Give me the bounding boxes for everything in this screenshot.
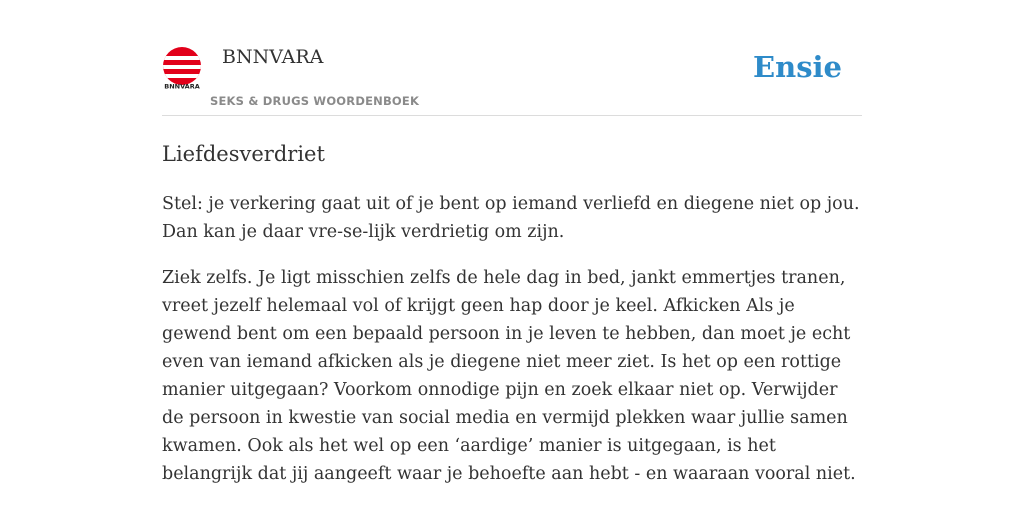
page-header: [162, 40, 862, 116]
org-name[interactable]: BNNVARA: [222, 46, 324, 68]
definition-paragraph: Stel: je verkering gaat uit of je bent op iemand verliefd en diegene niet op jou. Dan kan je daar vre-se-lijk verdrietig om zijn.: [162, 194, 860, 242]
bnnvara-logo[interactable]: [162, 46, 202, 92]
entry-content: [162, 138, 864, 488]
logo-wordmark: BNNVARA: [164, 82, 200, 91]
entry-term: Liefdesverdriet: [162, 142, 325, 166]
ensie-brand-link[interactable]: Ensie: [753, 50, 842, 84]
dictionary-name[interactable]: SEKS & DRUGS WOORDENBOEK: [210, 94, 420, 108]
definition-paragraph: Ziek zelfs. Je ligt misschien zelfs de hele dag in bed, jankt emmertjes tranen, vreet jezelf helemaal vol of krijgt geen hap door je keel. Afkicken Als je gewend bent om een bepaald persoon in je leven te hebben, dan moet je echt even van iemand afkicken als je diegene niet meer ziet. Is het op een rottige manier uitgegaan? Voorkom onnodige pijn en zoek elkaar niet op. Verwijder de persoon in kwestie van social media en vermijd plekken waar jullie samen kwamen. Ook als het wel op een ‘aardige’ manier is uitgegaan, is het belangrijk dat jij aangeeft waar je behoefte aan hebt - en waaraan vooral niet.: [162, 268, 856, 484]
